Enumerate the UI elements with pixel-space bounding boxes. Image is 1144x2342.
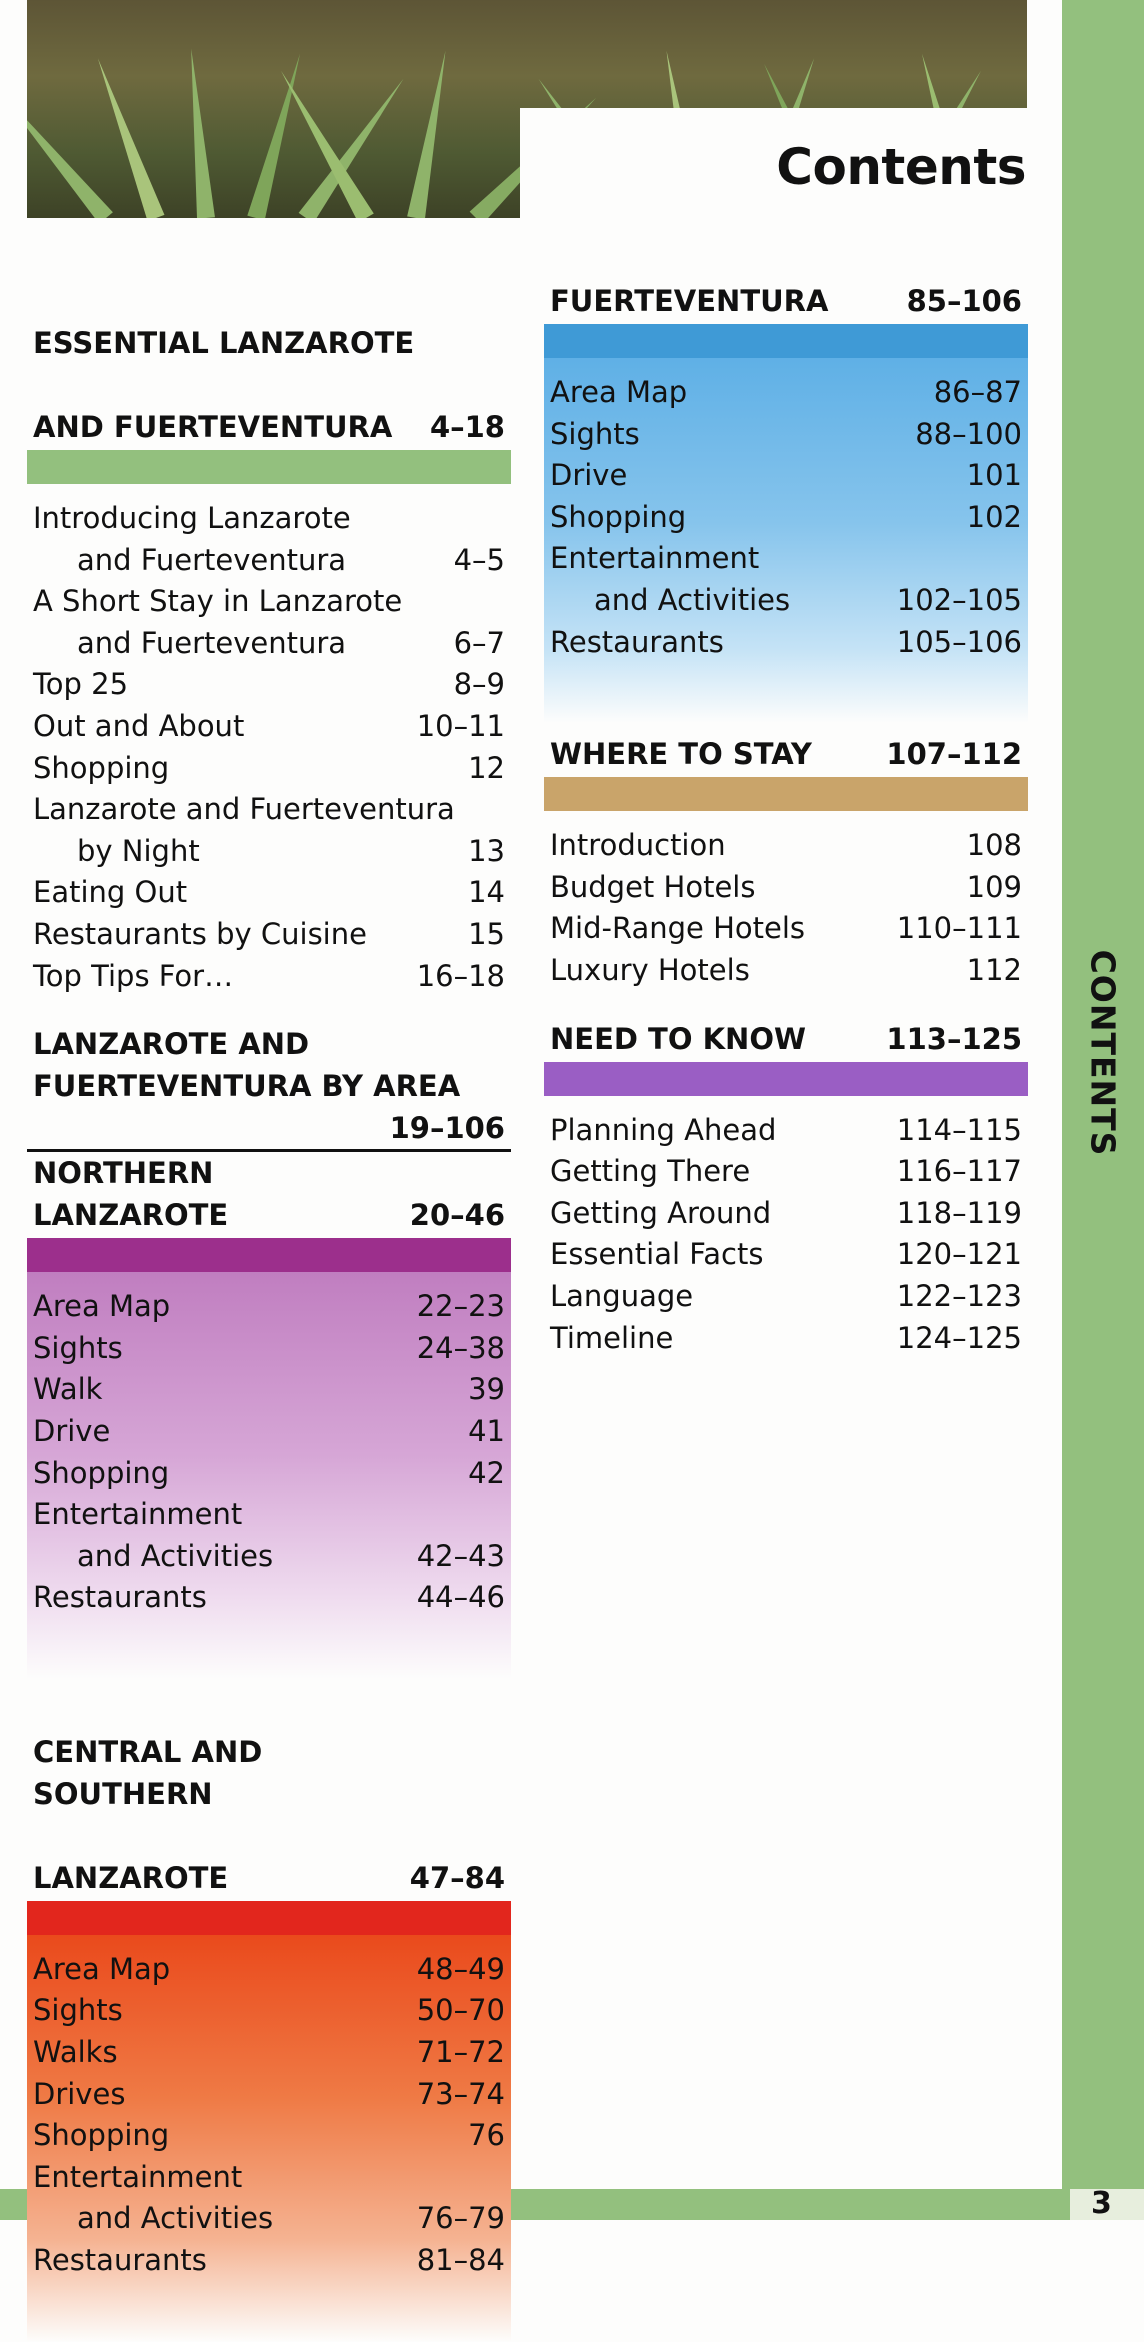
entry-pages: 39 [468, 1372, 505, 1407]
entry-label: Walk [33, 1372, 103, 1407]
entry-label: and Activities [594, 582, 791, 617]
entry-pages: 76 [468, 2118, 505, 2153]
toc-entry[interactable] [33, 2240, 505, 2282]
entry-pages: 42–43 [416, 1538, 505, 1573]
section-pages: 85–106 [906, 284, 1022, 318]
entry-pages: 42 [468, 1455, 505, 1490]
toc-entry[interactable] [550, 908, 1022, 950]
entry-pages: 110–111 [896, 911, 1022, 946]
entry-pages: 112 [966, 952, 1022, 987]
toc-entry[interactable] [33, 2074, 505, 2116]
entry-label: Entertainment [33, 2159, 243, 2194]
entry-label: Shopping [33, 2118, 170, 2153]
section-items [27, 1935, 511, 2342]
entry-label: Getting There [550, 1154, 751, 1189]
entry-label: Top 25 [33, 667, 129, 702]
section-header [27, 1152, 511, 1236]
entry-pages: 88–100 [915, 416, 1022, 451]
entry-label: Area Map [33, 1289, 171, 1324]
section-items [544, 1096, 1028, 1376]
toc-entry[interactable] [33, 872, 505, 914]
section-color-bar [27, 1238, 511, 1272]
toc-entry[interactable] [550, 538, 1022, 621]
toc-entry[interactable] [550, 1234, 1022, 1276]
entry-label: Top Tips For… [33, 958, 234, 993]
entry-label: Sights [33, 1330, 123, 1365]
entry-pages: 71–72 [416, 2035, 505, 2070]
entry-label: Entertainment [550, 541, 760, 576]
section-title: AND FUERTEVENTURA [33, 410, 393, 444]
section-items [27, 1272, 511, 1679]
entry-label: Restaurants [33, 1580, 207, 1615]
toc-entry[interactable] [33, 748, 505, 790]
section-where-to-stay [544, 733, 1028, 1007]
section-header [544, 1018, 1028, 1060]
toc-entry[interactable] [33, 1949, 505, 1991]
entry-pages: 118–119 [896, 1195, 1022, 1230]
entry-pages: 14 [468, 875, 505, 910]
entry-label: Language [550, 1278, 694, 1313]
entry-label: Sights [33, 1993, 123, 2028]
right-column [544, 280, 1028, 1375]
section-title: CENTRAL AND SOUTHERN [33, 1734, 263, 1811]
entry-pages: 81–84 [416, 2243, 505, 2278]
section-title: FUERTEVENTURA [550, 284, 829, 318]
toc-entry[interactable] [33, 2157, 505, 2240]
entry-label: Sights [550, 416, 640, 451]
entry-label: Restaurants [550, 624, 724, 659]
section-title: NEED TO KNOW [550, 1021, 806, 1056]
toc-entry[interactable] [550, 1151, 1022, 1193]
toc-entry[interactable] [33, 664, 505, 706]
entry-label: Area Map [33, 1951, 171, 1986]
entry-pages: 124–125 [896, 1320, 1022, 1355]
entry-label: Restaurants [33, 2243, 207, 2278]
entry-label: Lanzarote and Fuerteventura [33, 792, 455, 827]
toc-entry[interactable] [33, 2115, 505, 2157]
section-central-southern [27, 1689, 511, 2342]
section-title: NORTHERN LANZAROTE [33, 1156, 229, 1233]
entry-label: Introduction [550, 828, 726, 863]
toc-entry[interactable] [550, 622, 1022, 664]
entry-pages: 105–106 [896, 624, 1022, 659]
entry-label: and Activities [77, 1538, 274, 1573]
entry-label: Shopping [550, 499, 687, 534]
entry-label: Essential Facts [550, 1237, 764, 1272]
section-pages: 4–18 [429, 410, 505, 444]
entry-label: Mid-Range Hotels [550, 911, 806, 946]
toc-entry[interactable] [550, 1110, 1022, 1152]
section-header [27, 280, 511, 448]
section-items [27, 484, 511, 1013]
entry-label: A Short Stay in Lanzarote [33, 584, 403, 619]
entry-pages: 108 [966, 828, 1022, 863]
entry-label: Shopping [33, 1455, 170, 1490]
entry-pages: 44–46 [416, 1580, 505, 1615]
entry-label: by Night [77, 833, 200, 868]
toc-entry[interactable] [33, 1286, 505, 1328]
toc-entry[interactable] [550, 867, 1022, 909]
entry-pages: 102 [966, 499, 1022, 534]
section-pages: 107–112 [886, 737, 1022, 772]
section-header [27, 1689, 511, 1899]
entry-pages: 102–105 [896, 582, 1022, 617]
entry-pages: 13 [468, 833, 505, 868]
entry-label: Introducing Lanzarote [33, 501, 351, 535]
section-header [544, 733, 1028, 775]
section-color-bar [544, 1062, 1028, 1096]
section-title: LANZAROTE AND [33, 1027, 310, 1062]
toc-entry[interactable] [33, 1453, 505, 1495]
section-header [27, 1023, 511, 1149]
toc-entry[interactable] [33, 581, 505, 664]
toc-entry[interactable] [33, 2032, 505, 2074]
entry-pages: 120–121 [896, 1237, 1022, 1272]
toc-entry[interactable] [550, 455, 1022, 497]
entry-pages: 22–23 [416, 1289, 505, 1324]
left-column [27, 280, 511, 2342]
entry-label: Drives [33, 2076, 126, 2111]
toc-entry[interactable] [33, 1369, 505, 1411]
toc-entry[interactable] [33, 1494, 505, 1577]
entry-pages: 16–18 [416, 958, 505, 993]
toc-entry[interactable] [550, 497, 1022, 539]
toc-entry[interactable] [550, 1193, 1022, 1235]
section-title: ESSENTIAL LANZAROTE [33, 326, 415, 360]
entry-pages: 114–115 [896, 1112, 1022, 1147]
entry-pages: 109 [966, 869, 1022, 904]
entry-label: Drive [550, 458, 628, 493]
entry-label: Drive [33, 1413, 111, 1448]
side-tab-label: CONTENTS [1083, 949, 1123, 1157]
section-northern [27, 1152, 511, 1679]
entry-label: Restaurants by Cuisine [33, 916, 367, 951]
toc-entry[interactable] [550, 1276, 1022, 1318]
toc-entry[interactable] [33, 789, 505, 872]
entry-pages: 10–11 [416, 708, 505, 743]
entry-pages: 8–9 [453, 667, 505, 702]
section-color-bar [27, 450, 511, 484]
entry-label: Timeline [550, 1320, 674, 1355]
entry-label: Out and About [33, 708, 245, 743]
section-color-bar [544, 324, 1028, 358]
toc-entry[interactable] [33, 914, 505, 956]
section-pages: 19–106 [389, 1111, 505, 1146]
section-title: WHERE TO STAY [550, 737, 812, 772]
section-items [544, 811, 1028, 1007]
section-need-to-know [544, 1018, 1028, 1376]
entry-pages: 76–79 [416, 2201, 505, 2236]
toc-entry[interactable] [33, 1328, 505, 1370]
entry-label: Shopping [33, 750, 170, 785]
section-fuerteventura [544, 280, 1028, 723]
entry-label: Eating Out [33, 875, 188, 910]
entry-label: Walks [33, 2035, 118, 2070]
entry-pages: 73–74 [416, 2076, 505, 2111]
toc-entry[interactable] [33, 498, 505, 581]
entry-pages: 4–5 [453, 542, 505, 577]
section-by-area [27, 1023, 511, 1152]
entry-pages: 41 [468, 1413, 505, 1448]
section-pages: 47–84 [409, 1860, 505, 1895]
entry-pages: 12 [468, 750, 505, 785]
entry-label: Luxury Hotels [550, 952, 750, 987]
entry-label: and Activities [77, 2201, 274, 2236]
section-title: LANZAROTE [33, 1860, 229, 1895]
page-title: Contents [776, 138, 1026, 196]
toc-entry[interactable] [550, 1318, 1022, 1360]
entry-pages: 6–7 [453, 625, 505, 660]
entry-pages: 48–49 [416, 1951, 505, 1986]
section-pages: 20–46 [409, 1198, 505, 1233]
entry-label: and Fuerteventura [77, 542, 347, 577]
section-header [544, 280, 1028, 322]
toc-entry[interactable] [33, 706, 505, 748]
entry-label: Planning Ahead [550, 1112, 777, 1147]
section-color-bar [544, 777, 1028, 811]
entry-pages: 15 [468, 916, 505, 951]
entry-label: Entertainment [33, 1497, 243, 1532]
page-number: 3 [1091, 2186, 1112, 2221]
toc-entry[interactable] [550, 372, 1022, 414]
section-items [544, 358, 1028, 723]
entry-pages: 101 [966, 458, 1022, 493]
toc-entry[interactable] [550, 414, 1022, 456]
toc-entry[interactable] [33, 1990, 505, 2032]
entry-pages: 86–87 [933, 375, 1022, 409]
section-title: FUERTEVENTURA BY AREA [33, 1069, 461, 1104]
section-essential [27, 280, 511, 1013]
entry-label: Area Map [550, 375, 688, 409]
entry-pages: 24–38 [416, 1330, 505, 1365]
entry-pages: 116–117 [896, 1154, 1022, 1189]
entry-label: Budget Hotels [550, 869, 756, 904]
toc-entry[interactable] [550, 825, 1022, 867]
entry-pages: 50–70 [416, 1993, 505, 2028]
entry-label: and Fuerteventura [77, 625, 347, 660]
section-pages: 113–125 [886, 1021, 1022, 1056]
toc-entry[interactable] [550, 950, 1022, 992]
entry-pages: 122–123 [896, 1278, 1022, 1313]
toc-entry[interactable] [33, 1411, 505, 1453]
entry-label: Getting Around [550, 1195, 772, 1230]
toc-entry[interactable] [33, 1577, 505, 1619]
section-color-bar [27, 1901, 511, 1935]
toc-entry[interactable] [33, 956, 505, 998]
